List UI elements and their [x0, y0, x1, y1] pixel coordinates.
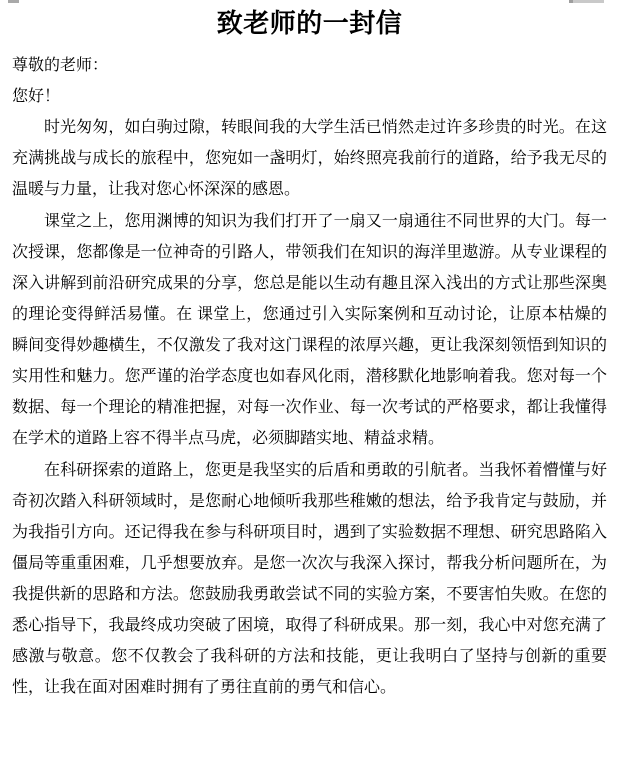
letter-title: 致老师的一封信: [216, 8, 403, 38]
window-edge-artifact-left: [8, 0, 19, 3]
letter-paragraph-3: 在科研探索的道路上，您更是我坚实的后盾和勇敢的引航者。当我怀着懵懂与好奇初次踏入科研领域时，是您耐心地倾听我那些稚嫩的想法，给予我肯定与鼓励，并为我指引方向。还记得我在参与科研项目时，遇到了实验数据不理想、研究思路陷入僵局等重重困难，几乎想要放弃。是您一次次与我深入探讨，帮我分析问题所在，为我提供新的思路和方法。您鼓励我勇敢尝试不同的实验方案，不要害怕失败。在您的悉心指导下，我最终成功突破了困境，取得了科研成果。那一刻，我心中对您充满了感激与敬意。您不仅教会了我科研的方法和技能，更让我明白了坚持与创新的重要性，让我在面对困难时拥有了勇往直前的勇气和信心。: [12, 462, 607, 696]
letter-greeting: 您好！: [12, 88, 61, 105]
letter-paragraph-1: 时光匆匆，如白驹过隙，转眼间我的大学生活已悄然走过许多珍贵的时光。在这充满挑战与成长的旅程中，您宛如一盏明灯，始终照亮我前行的道路，给予我无尽的温暖与力量，让我对您心怀深深的感恩。: [12, 119, 607, 198]
letter-salutation: 尊敬的老师：: [12, 57, 109, 74]
window-edge-artifact-right: [569, 0, 604, 3]
letter-paragraph-2: 课堂之上，您用渊博的知识为我们打开了一扇又一扇通往不同世界的大门。每一次授课，您都像是一位神奇的引路人，带领我们在知识的海洋里遨游。从专业课程的深入讲解到前沿研究成果的分享，您总是能以生动有趣且深入浅出的方式让那些深奥的理论变得鲜活易懂。在 课堂上，您通过引入实际案例和互动讨论，让原本枯燥的瞬间变得妙趣横生，不仅激发了我对这门课程的浓厚兴趣，更让我深刻领悟到知识的实用性和魅力。您严谨的治学态度也如春风化雨，潜移默化地影响着我。您对每一个数据、每一个理论的精准把握，对每一次作业、每一次考试的严格要求，都让我懂得在学术的道路上容不得半点马虎，必须脚踏实地、精益求精。: [12, 213, 607, 447]
